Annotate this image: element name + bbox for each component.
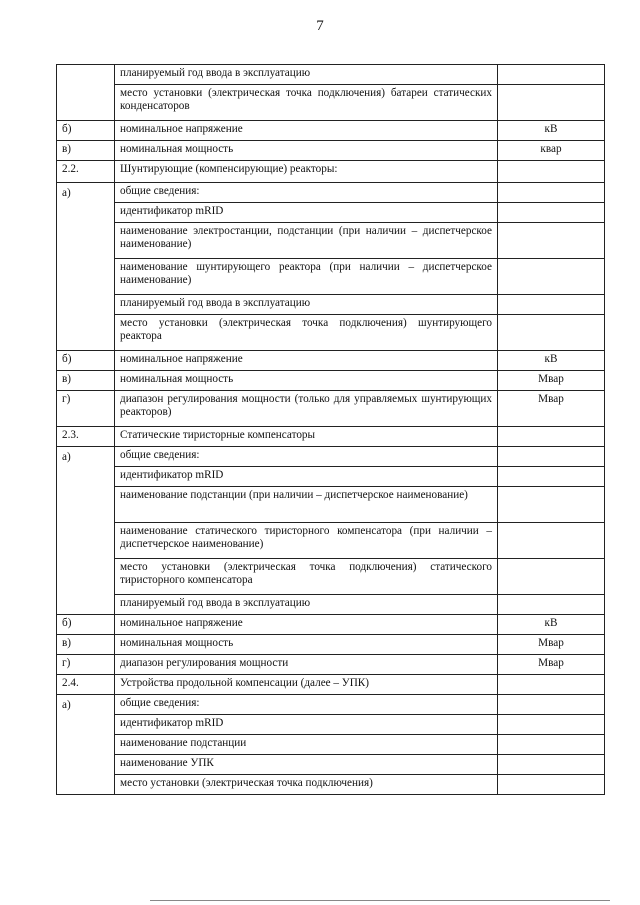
section-title: Устройства продольной компенсации (далее – УПК) [115,675,498,695]
table-row [57,371,605,391]
item-number: в) [57,371,115,391]
unit-cell [498,755,605,775]
item-description: номинальная мощность [115,141,498,161]
item-number: 2.3. [57,427,115,447]
item-description: номинальное напряжение [115,615,498,635]
unit-cell [498,523,605,559]
unit-cell [498,183,605,203]
item-description: место установки (электрическая точка подключения) шунтирующего реактора [115,315,498,351]
item-number: г) [57,391,115,427]
unit-cell [498,715,605,735]
data-requirements-table [56,64,605,795]
table-row [57,467,605,487]
unit-cell [498,65,605,85]
table-row [57,559,605,595]
table-row [57,141,605,161]
item-description: номинальная мощность [115,635,498,655]
item-number: а) [57,695,115,795]
item-number: б) [57,121,115,141]
section-row [57,427,605,447]
table-row [57,203,605,223]
item-description: наименование статического тиристорного компенсатора (при наличии – диспетчерское наименование) [115,523,498,559]
table-row [57,735,605,755]
item-description: идентификатор mRID [115,467,498,487]
unit-cell [498,427,605,447]
item-description: планируемый год ввода в эксплуатацию [115,65,498,85]
item-description: наименование шунтирующего реактора (при наличии – диспетчерское наименование) [115,259,498,295]
unit-cell [498,295,605,315]
table-row [57,65,605,85]
item-description: планируемый год ввода в эксплуатацию [115,595,498,615]
table-row [57,183,605,203]
table-row [57,351,605,371]
unit-cell [498,735,605,755]
unit-cell [498,675,605,695]
item-description: номинальное напряжение [115,121,498,141]
unit-cell [498,259,605,295]
item-number: в) [57,141,115,161]
table-row [57,447,605,467]
table-row [57,487,605,523]
item-number: 2.4. [57,675,115,695]
unit-cell: Мвар [498,655,605,675]
item-number: б) [57,351,115,371]
table-row [57,755,605,775]
table-row [57,715,605,735]
item-description: наименование подстанции [115,735,498,755]
unit-cell [498,775,605,795]
table-row [57,391,605,427]
section-row [57,161,605,183]
item-description: место установки (электрическая точка подключения) батареи статических конденсаторов [115,85,498,121]
item-description: наименование электростанции, подстанции (при наличии – диспетчерское наименование) [115,223,498,259]
item-number [57,65,115,121]
unit-cell: кВ [498,121,605,141]
item-description: номинальное напряжение [115,351,498,371]
item-number: а) [57,447,115,615]
table-row [57,295,605,315]
table-row [57,595,605,615]
item-description: общие сведения: [115,447,498,467]
unit-cell [498,223,605,259]
item-description: общие сведения: [115,695,498,715]
table-row [57,655,605,675]
unit-cell [498,447,605,467]
section-title: Шунтирующие (компенсирующие) реакторы: [115,161,498,183]
unit-cell [498,595,605,615]
table-body [57,65,605,795]
section-title: Статические тиристорные компенсаторы [115,427,498,447]
scan-edge-line [150,900,610,901]
item-description: место установки (электрическая точка подключения) статического тиристорного компенсатора [115,559,498,595]
unit-cell [498,487,605,523]
item-number: б) [57,615,115,635]
table-row [57,85,605,121]
unit-cell [498,315,605,351]
section-row [57,675,605,695]
item-number: в) [57,635,115,655]
item-description: планируемый год ввода в эксплуатацию [115,295,498,315]
table-row [57,523,605,559]
item-description: идентификатор mRID [115,203,498,223]
item-description: номинальная мощность [115,371,498,391]
item-number: г) [57,655,115,675]
unit-cell [498,695,605,715]
item-number: а) [57,183,115,351]
unit-cell: Мвар [498,371,605,391]
item-description: диапазон регулирования мощности [115,655,498,675]
unit-cell [498,559,605,595]
table-row [57,223,605,259]
table-row [57,121,605,141]
item-number: 2.2. [57,161,115,183]
table-row [57,695,605,715]
item-description: место установки (электрическая точка подключения) [115,775,498,795]
item-description: наименование подстанции (при наличии – диспетчерское наименование) [115,487,498,523]
page-number: 7 [316,18,324,34]
unit-cell: кВ [498,615,605,635]
unit-cell: квар [498,141,605,161]
item-description: идентификатор mRID [115,715,498,735]
unit-cell: Мвар [498,391,605,427]
table-row [57,259,605,295]
unit-cell [498,203,605,223]
item-description: общие сведения: [115,183,498,203]
item-description: наименование УПК [115,755,498,775]
unit-cell [498,85,605,121]
table-row [57,615,605,635]
table-row [57,635,605,655]
unit-cell: Мвар [498,635,605,655]
unit-cell: кВ [498,351,605,371]
unit-cell [498,467,605,487]
table-row [57,775,605,795]
item-description: диапазон регулирования мощности (только для управляемых шунтирующих реакторов) [115,391,498,427]
table-row [57,315,605,351]
unit-cell [498,161,605,183]
